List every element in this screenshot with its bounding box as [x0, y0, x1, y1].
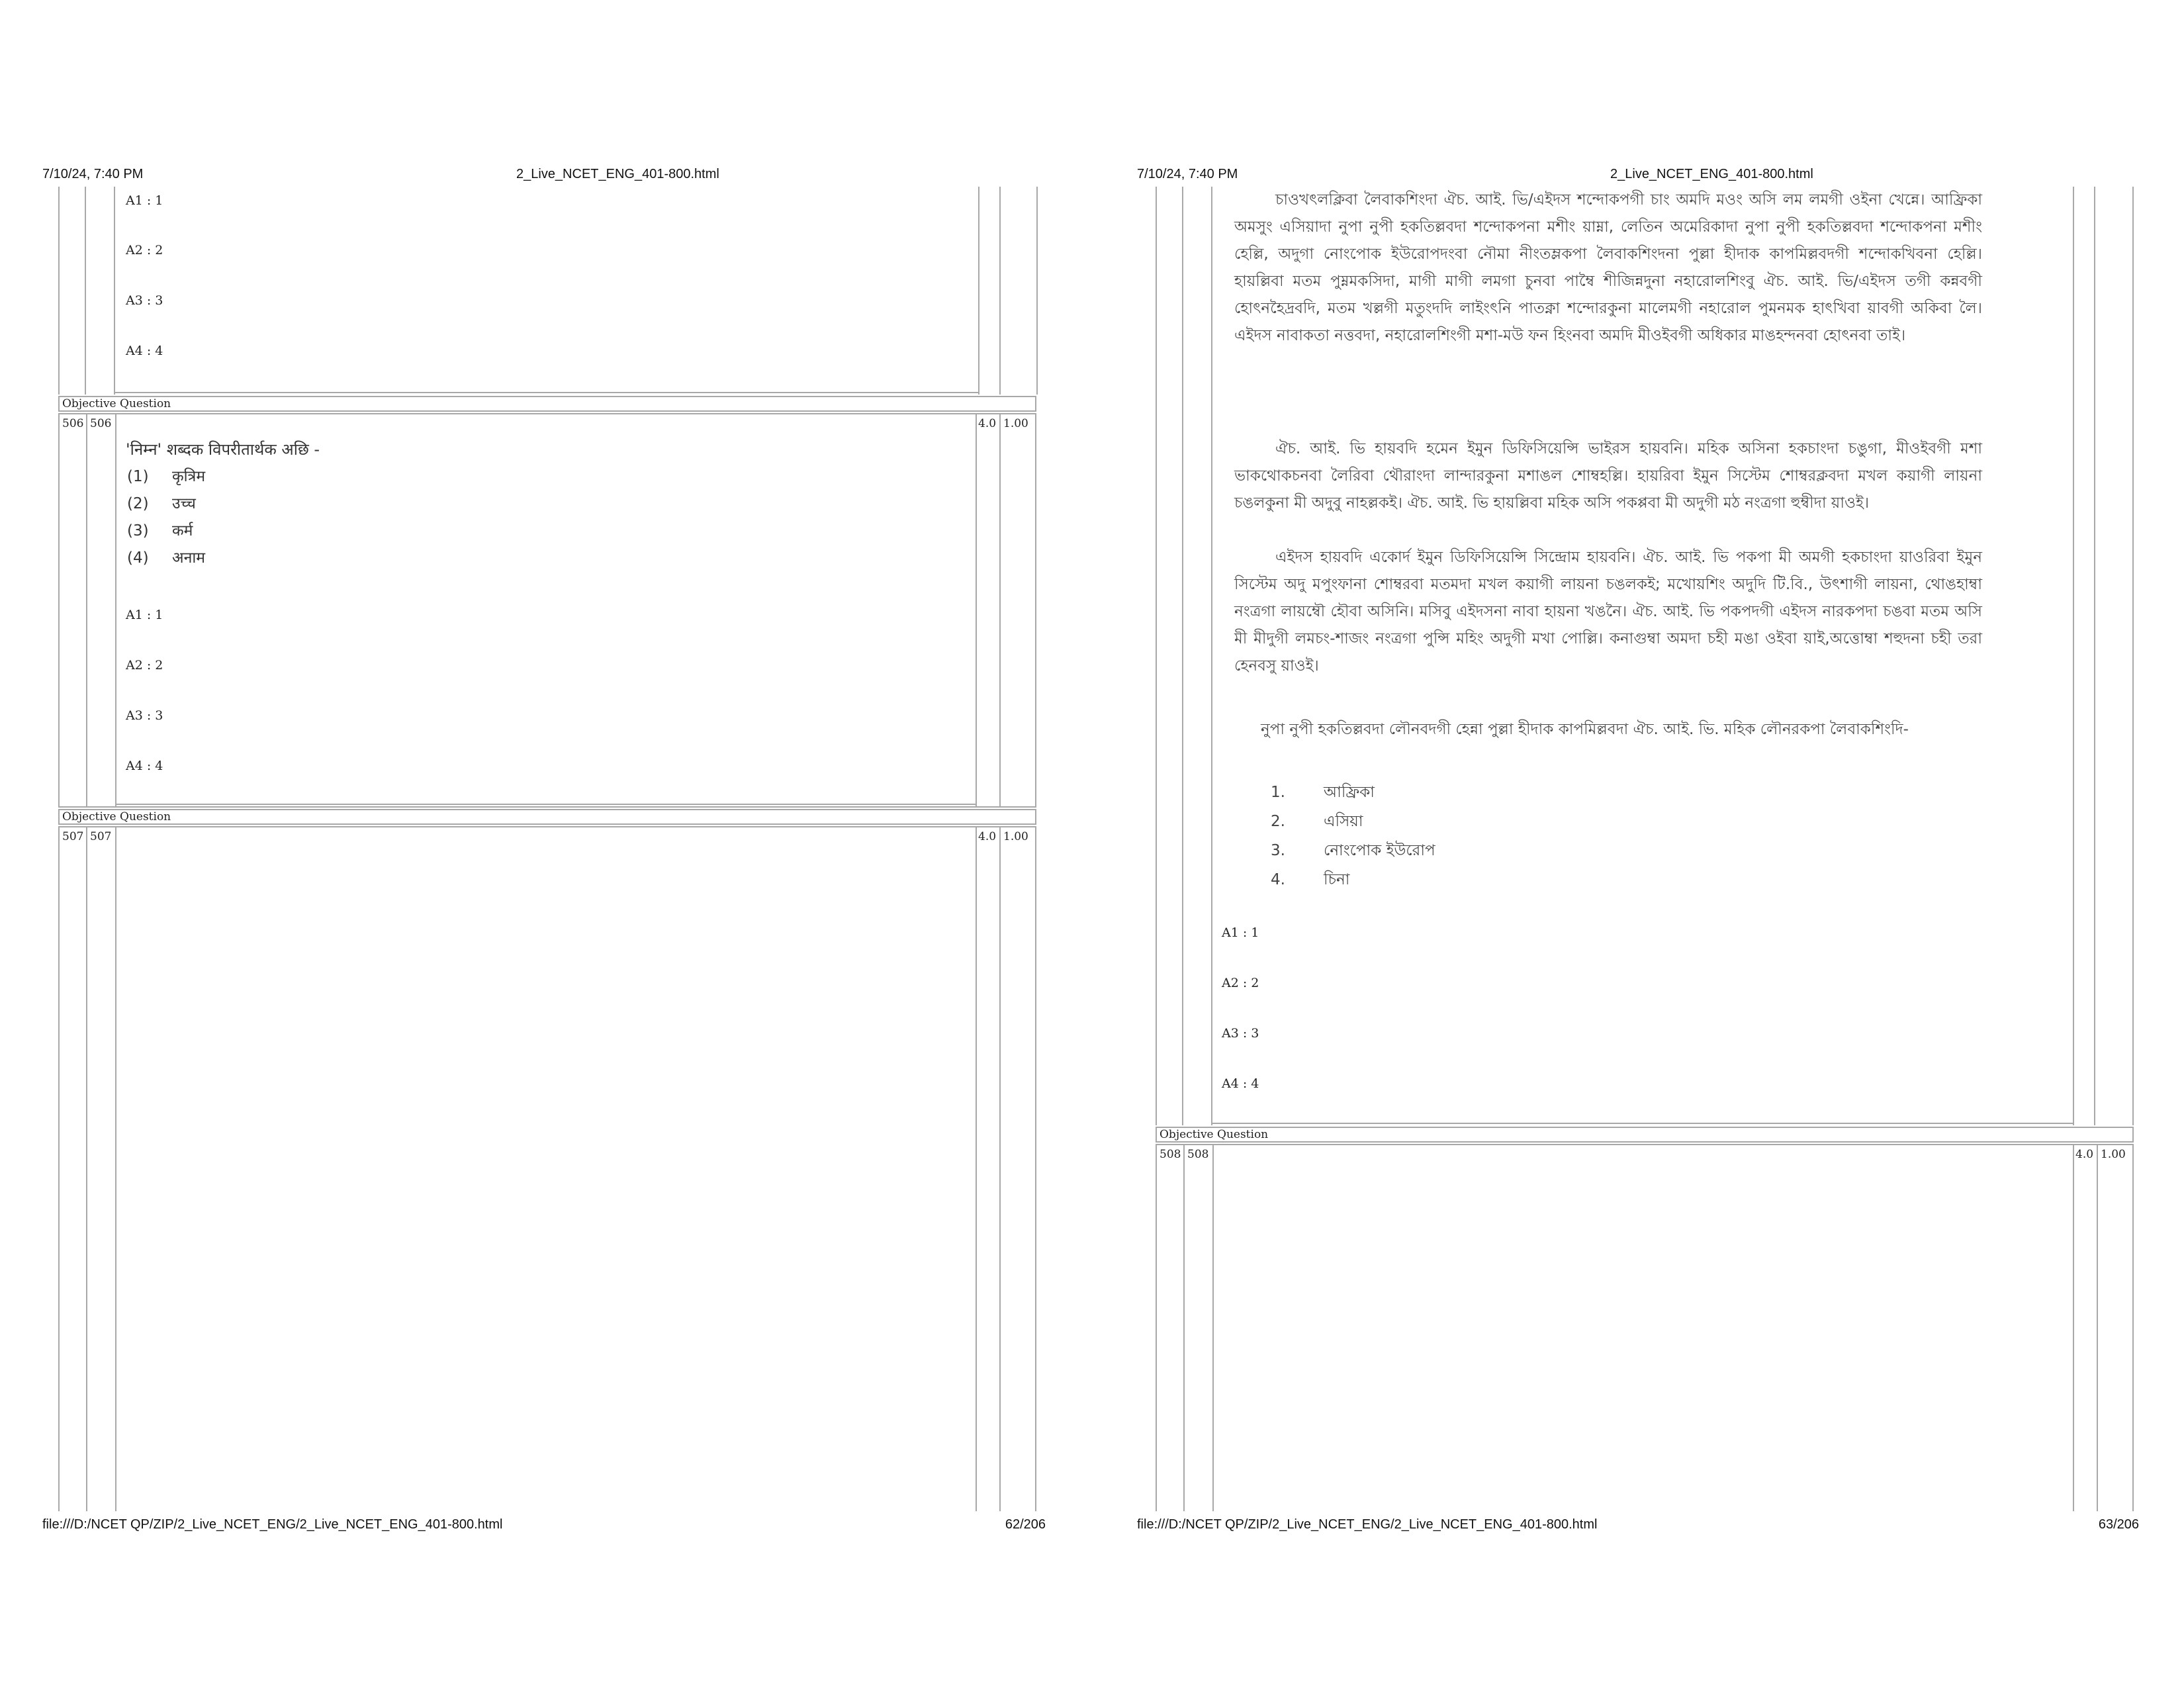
frame-line [999, 413, 1001, 808]
page-number: 62/206 [1005, 1517, 1046, 1532]
passage-paragraph: ঐচ. আই. ভি হায়বদি হমেন ইমুন ডিফিসিয়েন্সি ভাইরস হায়বনি। মহিক অসিনা হকচাংদা চঙুগা, মীওইবগী মশা ভাকথোকচনবা লৈরিবা থৌরাংদা লান্দারকুনা মশাঙল শোম্বহল্লি। হায়রিবা ইমুন সিস্টেম শোম্বরক্লবদা মখল কয়াগী লায়না চঙলকুনা মী অদুবু নাহল্লকই। ঐচ. আই. ভি হায়ল্লিবা মহিক অসি পকপ্পবা মী অদুগী মঠ নংত্রগা হুম্বীদা য়াওই। [1234, 440, 1982, 512]
frame-line [85, 187, 86, 395]
question-id: 506 [90, 417, 112, 430]
answer-1: A1 : 1 [126, 608, 163, 622]
frame-line [1182, 187, 1183, 1125]
option-1 [1271, 780, 1375, 806]
frame-line [58, 187, 60, 395]
answer-1: A1 : 1 [126, 193, 163, 208]
option-number: 4. [1271, 871, 1285, 888]
option-text: নোংপোক ইউরোপ [1324, 842, 1435, 859]
section-label: Objective Question [62, 810, 171, 823]
question-number: 506 [62, 417, 84, 430]
answer-4: A4 : 4 [1222, 1076, 1259, 1091]
frame-line [976, 826, 977, 1511]
section-header-box [1156, 1127, 2134, 1143]
section-label: Objective Question [1160, 1128, 1269, 1141]
frame-line [2094, 187, 2095, 1125]
option-4 [1271, 867, 1349, 893]
answer-1: A1 : 1 [1222, 925, 1259, 940]
option-text: उच्च [172, 495, 196, 512]
option-number: (3) [127, 522, 149, 539]
frame-line [2073, 1144, 2074, 1511]
frame-line [86, 413, 87, 808]
frame-line [115, 413, 116, 808]
frame-line [976, 413, 977, 808]
frame-line [2132, 187, 2134, 1125]
frame-line [1156, 187, 1157, 1125]
frame-line [999, 826, 1001, 1511]
section-header-box [58, 809, 1036, 825]
option-text: कृत्रिम [172, 468, 206, 485]
frame-line [978, 187, 979, 395]
question-507-box [58, 826, 1036, 1511]
section-header-box [58, 396, 1036, 412]
option-3 [1271, 838, 1435, 864]
option-number: 2. [1271, 813, 1285, 830]
frame-line [1036, 187, 1038, 395]
question-508-box [1156, 1144, 2134, 1511]
header-title: 2_Live_NCET_ENG_401-800.html [1610, 167, 1813, 181]
option-number: 1. [1271, 784, 1285, 801]
question-mark: 4.0 [978, 830, 997, 843]
question-stem: 'निम्न' शब्दक विपरीतार्थक अछि - [126, 440, 320, 459]
option-text: চিনা [1324, 871, 1350, 888]
passage-paragraph: চাওখৎলক্লিবা লৈবাকশিংদা ঐচ. আই. ভি/এইদস শন্দোকপগী চাং অমদি মওং অসি লম লমগী ওইনা খেন্নে। আফ্রিকা অমসুং এসিয়াদা নুপা নুপী হকতিল্লবদা শন্দোকপনা মশীং য়াম্না, লেতিন অমেরিকাদা নুপা নুপী হকতিল্লবদা শন্দোকপনা মশীং হেল্লি, অদুগা নোংপোক ইউরোপদংবা নৌমা নীংতম্লকপা লৈবাকশিংদনা পুল্লা হীদাক কাপমিল্লবদগী শন্দোকখিবনা হেল্লি। হায়ল্লিবা মতম পুম্নমকসিদা, মাগী মাগী লমগা চুনবা পাম্বৈ শীজিন্নদুনা নহারোলশিংবু ঐচ. আই. ভি/এইদস তগী কন্নবগী হোৎনহৈদ্রবদি, মতম খল্লগী মতুংদদি লাইংৎনি পাতক্না শন্দোরকুনা মালেমগী নহারোল পুমনমক হাৎখিবা য়াবগী অকিবা লৈ। এইদস নাবাকতা নত্তবদা, নহারোলশিংগী মশা-মউ ফন হিংনবা অমদি মীওইবগী অধিকার মাঙহন্দনবা হোৎনবা তাই। [1234, 191, 1982, 344]
option-3 [127, 519, 193, 540]
question-number: 507 [62, 830, 84, 843]
footer-path: file:///D:/NCET QP/ZIP/2_Live_NCET_ENG/2_Live_NCET_ENG_401-800.html [42, 1517, 503, 1532]
frame-line [115, 826, 116, 1511]
frame-line [999, 187, 1001, 395]
option-4 [127, 546, 205, 567]
frame-line [86, 826, 87, 1511]
answer-4: A4 : 4 [126, 344, 163, 358]
answer-2: A2 : 2 [1222, 976, 1259, 990]
option-number: (2) [127, 495, 149, 512]
frame-line [1212, 1144, 1214, 1511]
negative-mark: 1.00 [1003, 830, 1028, 843]
frame-line [114, 187, 115, 395]
option-text: अनाम [172, 549, 206, 567]
question-id: 508 [1187, 1148, 1209, 1161]
option-2 [127, 492, 196, 513]
frame-line [1211, 1123, 2073, 1124]
answer-3: A3 : 3 [1222, 1026, 1259, 1041]
frame-line [1183, 1144, 1185, 1511]
negative-mark: 1.00 [2101, 1148, 2126, 1161]
negative-mark: 1.00 [1003, 417, 1028, 430]
option-number: (4) [127, 549, 149, 567]
option-1 [127, 465, 205, 486]
question-id: 507 [90, 830, 112, 843]
passage-paragraph: এইদস হায়বদি একোর্দ ইমুন ডিফিসিয়েন্সি সিন্দ্রোম হায়বনি। ঐচ. আই. ভি পকপা মী অমগী হকচাংদা য়াওরিবা ইমুন সিস্টেম অদু মপুংফানা শোম্বরবা মতমদা মখল কয়াগী লায়না চঙলকই; মখোয়শিং অদুদি টি.বি., উৎশাগী লায়না, থোঙহাম্বা নংত্রগা লায়ম্বৌ হৌবা অসিনি। মসিবু এইদসনা নাবা হায়না খঙনৈ। ঐচ. আই. ভি পকপদগী এইদস নারকপদা চঙবা মতম অসি মী মীদুগী লমচং-শাজং নংত্রগা পুন্সি মহিং অদুগী মখা পোল্লি। কনাগুম্বা অমদা চহী মঙা ওইবা য়াই,অত্তোম্বা শহুদনা চহী তরা হেনবসু য়াওই। [1234, 549, 1983, 675]
frame-line [1211, 187, 1212, 1125]
frame-line [2097, 1144, 2098, 1511]
answer-2: A2 : 2 [126, 243, 163, 258]
option-number: 3. [1271, 842, 1285, 859]
answer-4: A4 : 4 [126, 759, 163, 773]
frame-line [2073, 187, 2074, 1125]
question-number: 508 [1160, 1148, 1181, 1161]
header-date: 7/10/24, 7:40 PM [42, 167, 144, 181]
option-text: আফ্রিকা [1324, 784, 1375, 801]
page-number: 63/206 [2098, 1517, 2139, 1532]
answer-3: A3 : 3 [126, 293, 163, 308]
section-label: Objective Question [62, 397, 171, 410]
option-text: कर्म [172, 522, 193, 539]
question-stem: নুপা নুপী হকতিল্লবদা লৌনবদগী হেন্না পুল্লা হীদাক কাপমিল্লবদা ঐচ. আই. ভি. মহিক লৌনরকপা লৈবাকশিংদি- [1261, 721, 1909, 738]
question-mark: 4.0 [2075, 1148, 2094, 1161]
header-date: 7/10/24, 7:40 PM [1137, 167, 1238, 181]
footer-path: file:///D:/NCET QP/ZIP/2_Live_NCET_ENG/2_Live_NCET_ENG_401-800.html [1137, 1517, 1598, 1532]
answer-2: A2 : 2 [126, 658, 163, 673]
option-text: এসিয়া [1324, 813, 1363, 830]
header-title: 2_Live_NCET_ENG_401-800.html [516, 167, 719, 181]
answer-3: A3 : 3 [126, 708, 163, 723]
question-mark: 4.0 [978, 417, 997, 430]
option-number: (1) [127, 468, 149, 485]
frame-line [114, 392, 978, 393]
option-2 [1271, 809, 1363, 835]
frame-line [115, 804, 976, 805]
